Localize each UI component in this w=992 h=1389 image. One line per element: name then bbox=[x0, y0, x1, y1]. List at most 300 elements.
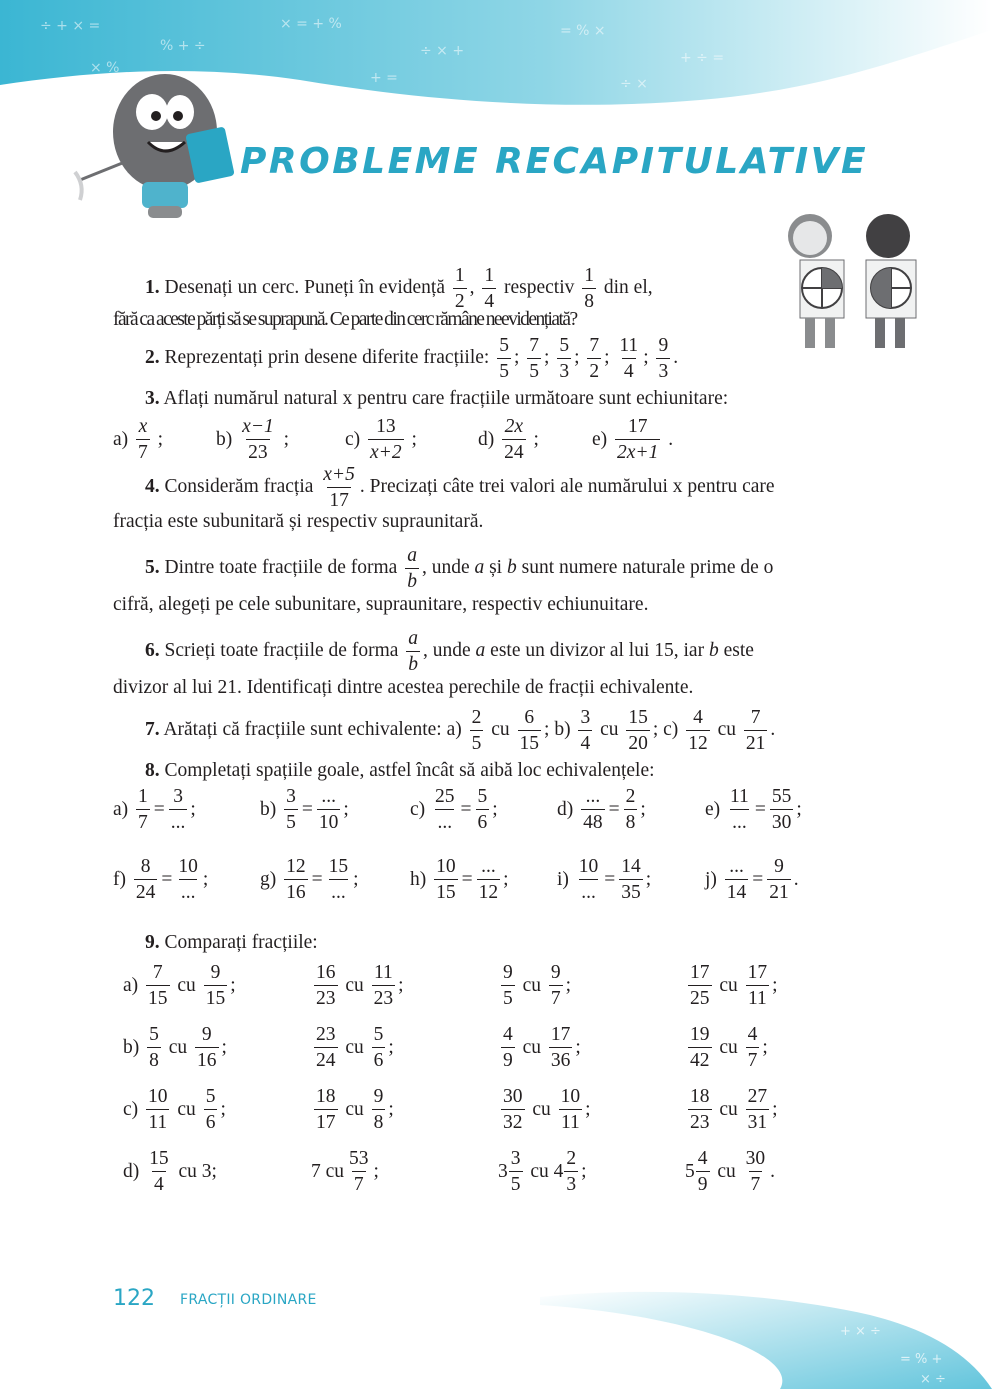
numerator: 5 bbox=[149, 1024, 159, 1045]
fraction bbox=[577, 857, 601, 902]
cu-word: cu bbox=[177, 974, 196, 996]
fraction bbox=[688, 1087, 712, 1132]
numerator: 4 bbox=[693, 707, 703, 728]
equivalence-item bbox=[113, 787, 196, 832]
numerator: 9 bbox=[550, 962, 561, 983]
fraction bbox=[581, 787, 605, 832]
item-label: d) bbox=[123, 1160, 140, 1182]
svg-text:÷ ×: ÷ × bbox=[620, 76, 648, 92]
numerator: ... bbox=[585, 786, 601, 807]
problem-text: Considerăm fracția bbox=[164, 475, 314, 497]
numerator: 3 bbox=[173, 786, 183, 807]
comparison-item bbox=[685, 1149, 775, 1194]
denominator: 4 bbox=[622, 358, 636, 382]
problem-number: 3. bbox=[145, 388, 160, 409]
denominator: 5 bbox=[470, 730, 484, 754]
denominator: 6 bbox=[476, 809, 490, 833]
numerator: ... bbox=[729, 856, 744, 877]
item-label: d) bbox=[478, 428, 495, 450]
whole-number: 7 bbox=[311, 1160, 321, 1182]
fraction bbox=[725, 857, 749, 902]
whole-part: 5 bbox=[685, 1160, 695, 1182]
denominator: 7 bbox=[352, 1171, 366, 1195]
comparison-item bbox=[123, 1025, 227, 1070]
numerator: 10 bbox=[560, 1086, 581, 1107]
item-end: . bbox=[668, 428, 674, 450]
equivalence-item bbox=[113, 857, 208, 902]
numerator: 17 bbox=[627, 416, 648, 437]
fraction bbox=[176, 857, 200, 902]
comparison-item bbox=[123, 963, 236, 1008]
problem-number: 6. bbox=[145, 639, 160, 661]
numerator: 5 bbox=[499, 335, 509, 356]
problem-9-items bbox=[113, 963, 883, 1213]
denominator: b bbox=[406, 651, 420, 675]
equals-sign: = bbox=[754, 798, 766, 820]
fraction bbox=[587, 336, 601, 381]
mixed-number bbox=[498, 1149, 526, 1194]
page-title: PROBLEME RECAPITULATIVE bbox=[240, 141, 869, 182]
item-c bbox=[345, 417, 417, 462]
problem-text: Aflați numărul natural x pentru care fracțiile următoare sunt echiunitare: bbox=[163, 388, 729, 409]
item-end: ; bbox=[388, 1098, 394, 1120]
numerator: 10 bbox=[578, 856, 599, 877]
problems-content bbox=[113, 262, 883, 1213]
denominator: 8 bbox=[582, 288, 596, 312]
problem-8 bbox=[113, 759, 883, 783]
denominator: 17 bbox=[314, 1109, 338, 1133]
numerator: 7 bbox=[152, 962, 163, 983]
cu-word: cu bbox=[345, 1036, 364, 1058]
fraction bbox=[746, 1087, 770, 1132]
svg-text:+ ÷ =: + ÷ = bbox=[680, 50, 725, 66]
cu-word: cu bbox=[522, 1036, 542, 1058]
numerator: 14 bbox=[621, 856, 641, 877]
denominator: 30 bbox=[770, 809, 794, 833]
problem-9 bbox=[113, 931, 883, 955]
numerator: 18 bbox=[316, 1086, 336, 1107]
fraction bbox=[434, 857, 458, 902]
item-end: ; bbox=[398, 974, 404, 996]
mixed-number bbox=[685, 1149, 713, 1194]
problem-number: 4. bbox=[145, 475, 160, 497]
denominator: 5 bbox=[527, 358, 541, 382]
comparison-item bbox=[311, 1087, 394, 1132]
fraction bbox=[497, 336, 511, 381]
svg-text:+ =: + = bbox=[370, 70, 398, 86]
denominator: 23 bbox=[246, 439, 270, 463]
numerator: x+5 bbox=[323, 464, 355, 485]
fraction bbox=[314, 963, 338, 1008]
item-label: i) bbox=[557, 868, 569, 890]
item-end: ; bbox=[640, 798, 646, 820]
problem-text: Reprezentați prin desene diferite fracțiile: bbox=[164, 346, 490, 368]
denominator: ... bbox=[730, 809, 749, 833]
variable: a bbox=[474, 556, 485, 578]
problem-number: 5. bbox=[145, 556, 160, 578]
fraction bbox=[559, 1087, 583, 1132]
numerator: 9 bbox=[503, 962, 513, 983]
denominator: 4 bbox=[152, 1171, 166, 1195]
problem-number: 1. bbox=[145, 276, 160, 298]
numerator: 4 bbox=[503, 1024, 513, 1045]
item-label: g) bbox=[260, 868, 277, 890]
item-label: a) bbox=[113, 798, 129, 820]
item-end: ; bbox=[411, 428, 417, 450]
denominator: 14 bbox=[725, 879, 749, 903]
fraction bbox=[372, 1025, 386, 1070]
problem-3 bbox=[113, 387, 883, 411]
denominator: 20 bbox=[626, 730, 650, 754]
fraction bbox=[686, 708, 710, 753]
fraction bbox=[405, 546, 419, 591]
cu-word: cu bbox=[717, 718, 736, 740]
denominator: 5 bbox=[509, 1171, 523, 1195]
item-end: ; bbox=[645, 868, 652, 890]
denominator: 3 bbox=[557, 358, 571, 382]
comparison-item bbox=[311, 1149, 379, 1194]
cu-word: cu bbox=[530, 1160, 549, 1182]
denominator: 42 bbox=[688, 1047, 712, 1071]
equals-sign: = bbox=[752, 868, 764, 890]
numerator: 3 bbox=[510, 1148, 521, 1169]
problem-text: este bbox=[723, 639, 754, 661]
item-end: ; bbox=[533, 428, 539, 450]
numerator: 5 bbox=[559, 335, 570, 356]
numerator: 3 bbox=[286, 786, 296, 807]
denominator: 24 bbox=[314, 1047, 338, 1071]
item-end: ; bbox=[220, 1098, 226, 1120]
fraction bbox=[744, 708, 768, 753]
denominator: 16 bbox=[284, 879, 308, 903]
problem-text: Completați spațiile goale, astfel încât să aibă loc echivalențele: bbox=[164, 760, 655, 781]
denominator: 2 bbox=[453, 288, 467, 312]
page-number: 122 bbox=[113, 1286, 155, 1311]
numerator: 15 bbox=[328, 856, 349, 877]
equivalence-item bbox=[557, 787, 646, 832]
numerator: 18 bbox=[690, 1086, 710, 1107]
item-e bbox=[592, 417, 673, 462]
item-end: ; bbox=[503, 868, 509, 890]
item-a bbox=[113, 417, 163, 462]
fraction bbox=[615, 417, 660, 462]
footer-decoration bbox=[540, 1275, 992, 1389]
denominator: 15 bbox=[204, 985, 228, 1009]
denominator: 6 bbox=[372, 1047, 386, 1071]
denominator: x+2 bbox=[368, 439, 404, 463]
svg-text:× = + %: × = + % bbox=[280, 16, 342, 32]
equals-sign: = bbox=[460, 798, 472, 820]
numerator: 10 bbox=[148, 1086, 168, 1107]
problem-7 bbox=[113, 708, 883, 753]
item-end: ; bbox=[565, 974, 572, 996]
item-end: ; bbox=[230, 974, 236, 996]
cu-word: cu bbox=[532, 1098, 551, 1120]
fraction bbox=[204, 963, 228, 1008]
problem-4-line-2: fracția este subunitară și respectiv supraunitară. bbox=[113, 511, 484, 532]
fraction bbox=[321, 465, 357, 510]
cu-word: cu bbox=[717, 1160, 736, 1182]
item-end: ; bbox=[796, 798, 802, 820]
problem-number: 8. bbox=[145, 760, 160, 781]
equivalence-item bbox=[705, 857, 799, 902]
numerator: 19 bbox=[690, 1024, 710, 1045]
item-label: j) bbox=[705, 868, 717, 890]
numerator: 30 bbox=[503, 1086, 523, 1107]
item-end: . bbox=[770, 718, 776, 740]
denominator: 6 bbox=[204, 1109, 218, 1133]
fraction bbox=[518, 708, 542, 753]
problem-6-line-2: divizor al lui 21. Identificați dintre acestea perechile de fracții echivalente. bbox=[113, 677, 694, 698]
item-label: b) bbox=[123, 1036, 140, 1058]
numerator: 8 bbox=[140, 856, 151, 877]
numerator: 27 bbox=[747, 1086, 768, 1107]
variable: b bbox=[506, 556, 517, 578]
problem-number: 9. bbox=[145, 932, 160, 953]
fraction bbox=[728, 787, 751, 832]
denominator: 12 bbox=[686, 730, 710, 754]
fraction bbox=[476, 787, 490, 832]
numerator: 1 bbox=[454, 265, 465, 286]
problem-text: , unde bbox=[421, 556, 470, 578]
denominator: 5 bbox=[284, 809, 298, 833]
denominator: 35 bbox=[619, 879, 643, 903]
item-end: ; bbox=[373, 1160, 379, 1182]
item-label: ; b) bbox=[544, 718, 571, 740]
fraction bbox=[502, 417, 526, 462]
item-label: c) bbox=[410, 798, 426, 820]
denominator: 15 bbox=[146, 985, 170, 1009]
fraction bbox=[549, 1025, 573, 1070]
problem-5 bbox=[113, 546, 883, 591]
equivalence-item bbox=[260, 857, 359, 902]
numerator: ... bbox=[321, 786, 336, 807]
item-end: . bbox=[793, 868, 799, 890]
problem-text: și bbox=[489, 556, 503, 578]
fraction bbox=[470, 708, 484, 753]
comparison-item bbox=[498, 1149, 587, 1194]
cu-word: cu bbox=[719, 1036, 738, 1058]
denominator: 10 bbox=[317, 809, 341, 833]
problem-text: Dintre toate fracțiile de forma bbox=[164, 556, 398, 578]
numerator: 5 bbox=[373, 1024, 384, 1045]
equivalence-item bbox=[557, 857, 651, 902]
numerator: 15 bbox=[628, 707, 648, 728]
problem-2: 2. Reprezentați prin desene diferite fracțiile: $\frac{5}{5}$ ; $\frac{7}{5}$ ; $\frac{5}{3}$ ; $\frac{7}{2}$ ; $\frac{11}{4}$ ; $\frac{9}{3}$ . bbox=[145, 335, 679, 382]
comparison-item bbox=[498, 1087, 591, 1132]
fraction bbox=[146, 1087, 170, 1132]
fraction bbox=[696, 1149, 710, 1194]
equals-sign: = bbox=[604, 868, 616, 890]
problem-number: 2. bbox=[145, 346, 160, 368]
denominator: ... bbox=[329, 879, 348, 903]
comparison-item bbox=[311, 963, 404, 1008]
whole-part: 3 bbox=[498, 1160, 508, 1182]
numerator: 17 bbox=[690, 962, 710, 983]
numerator: 1 bbox=[584, 265, 594, 286]
fraction bbox=[626, 708, 650, 753]
numerator: 30 bbox=[745, 1148, 766, 1169]
equivalence-item bbox=[410, 787, 498, 832]
fraction bbox=[195, 1025, 219, 1070]
item-end: ; bbox=[492, 798, 498, 820]
numerator: 4 bbox=[697, 1148, 708, 1169]
equals-sign: = bbox=[153, 798, 165, 820]
problem-8-items bbox=[113, 787, 883, 927]
item-label: b) bbox=[216, 428, 233, 450]
denominator: 48 bbox=[581, 809, 605, 833]
problem-text: din el, bbox=[603, 276, 653, 298]
item-label: e) bbox=[705, 798, 721, 820]
cu-word: cu bbox=[177, 1098, 196, 1120]
fraction bbox=[744, 1149, 768, 1194]
fraction bbox=[347, 1149, 371, 1194]
problem-text: sunt numere naturale prime de o bbox=[521, 556, 774, 578]
problem-text: Arătați că fracțiile sunt echivalente: bbox=[163, 718, 442, 740]
denominator: 8 bbox=[624, 809, 638, 833]
numerator: 11 bbox=[374, 962, 393, 983]
item-end: ; bbox=[157, 428, 164, 450]
item-end: ; bbox=[283, 428, 289, 450]
denominator: ... bbox=[169, 809, 188, 833]
item-end: ; bbox=[585, 1098, 591, 1120]
numerator: 1 bbox=[484, 265, 495, 286]
denominator: 9 bbox=[501, 1047, 515, 1071]
denominator: 3 bbox=[564, 1171, 578, 1195]
section-label: FRACȚII ORDINARE bbox=[180, 1292, 317, 1308]
equals-sign: = bbox=[608, 798, 620, 820]
denominator: 4 bbox=[578, 730, 592, 754]
fraction bbox=[314, 1025, 338, 1070]
fraction bbox=[501, 1025, 515, 1070]
denominator: 15 bbox=[434, 879, 458, 903]
variable: a bbox=[475, 639, 486, 661]
denominator: 5 bbox=[497, 358, 511, 382]
fraction bbox=[746, 1025, 760, 1070]
item-end: ; bbox=[575, 1036, 581, 1058]
numerator: 10 bbox=[178, 856, 198, 877]
denominator: 7 bbox=[746, 1047, 760, 1071]
numerator: 55 bbox=[771, 786, 792, 807]
problem-text: , unde bbox=[423, 639, 471, 661]
fraction bbox=[557, 336, 571, 381]
svg-text:= % +: = % + bbox=[900, 1352, 943, 1367]
fraction bbox=[147, 1025, 161, 1070]
svg-text:÷ + × =: ÷ + × = bbox=[40, 18, 101, 34]
item-rhs: cu 3; bbox=[178, 1160, 217, 1182]
denominator: 11 bbox=[146, 1109, 169, 1133]
numerator: 7 bbox=[529, 335, 540, 356]
cu-word: cu bbox=[600, 718, 619, 740]
denominator: 7 bbox=[549, 985, 563, 1009]
numerator: ... bbox=[481, 856, 496, 877]
denominator: 11 bbox=[559, 1109, 582, 1133]
comparison-item bbox=[685, 963, 778, 1008]
numerator: 4 bbox=[747, 1024, 758, 1045]
fraction bbox=[624, 787, 638, 832]
item-end: ; bbox=[353, 868, 359, 890]
problem-text: . Precizați câte trei valori ale numărului x pentru care bbox=[359, 475, 775, 497]
fraction bbox=[509, 1149, 523, 1194]
item-b bbox=[216, 417, 289, 462]
numerator: x−1 bbox=[242, 416, 274, 437]
denominator: 25 bbox=[688, 985, 712, 1009]
comparison-item bbox=[311, 1025, 394, 1070]
cu-word: cu bbox=[168, 1036, 188, 1058]
item-end: ; bbox=[190, 798, 196, 820]
denominator: 12 bbox=[477, 879, 501, 903]
item-end: ; bbox=[388, 1036, 394, 1058]
equals-sign: = bbox=[461, 868, 473, 890]
denominator: 8 bbox=[147, 1047, 161, 1071]
cu-word: cu bbox=[345, 974, 364, 996]
denominator: 11 bbox=[746, 985, 769, 1009]
item-end: ; bbox=[343, 798, 349, 820]
numerator: 53 bbox=[349, 1148, 369, 1169]
fraction bbox=[146, 963, 170, 1008]
fraction bbox=[549, 963, 563, 1008]
fraction bbox=[134, 857, 158, 902]
denominator: 17 bbox=[327, 487, 351, 511]
comparison-item bbox=[498, 963, 571, 1008]
problem-text: Scrieți toate fracțiile de forma bbox=[164, 639, 399, 661]
numerator: a bbox=[408, 628, 419, 649]
numerator: 6 bbox=[524, 707, 535, 728]
fraction bbox=[169, 787, 188, 832]
comparison-item bbox=[685, 1087, 778, 1132]
numerator: 5 bbox=[205, 1086, 216, 1107]
numerator: 2 bbox=[566, 1148, 577, 1169]
denominator: 7 bbox=[136, 439, 150, 463]
problem-1 bbox=[113, 266, 883, 311]
comparison-item bbox=[498, 1025, 581, 1070]
item-end: . bbox=[770, 1160, 776, 1182]
denominator: 5 bbox=[501, 985, 515, 1009]
item-end: ; bbox=[762, 1036, 768, 1058]
cu-word: cu bbox=[345, 1098, 364, 1120]
equals-sign: = bbox=[161, 868, 173, 890]
svg-text:= % ×: = % × bbox=[560, 23, 606, 39]
cu-word: cu bbox=[522, 974, 542, 996]
fraction bbox=[327, 857, 351, 902]
equals-sign: = bbox=[301, 798, 313, 820]
problem-1-line-2: fără ca aceste părți să se suprapună. Ce parte din cerc rămâne neevidențiată? bbox=[113, 309, 577, 330]
denominator: b bbox=[405, 568, 419, 592]
fraction bbox=[746, 963, 770, 1008]
item-label: a) bbox=[446, 718, 462, 740]
fraction bbox=[617, 336, 640, 381]
fraction bbox=[406, 629, 420, 674]
numerator: 2x bbox=[504, 416, 524, 437]
denominator: 16 bbox=[195, 1047, 219, 1071]
denominator: 23 bbox=[688, 1109, 712, 1133]
item-label: ; c) bbox=[652, 718, 679, 740]
numerator: 15 bbox=[149, 1148, 169, 1169]
fraction bbox=[453, 266, 467, 311]
numerator: 7 bbox=[589, 335, 600, 356]
denominator: 23 bbox=[314, 985, 338, 1009]
comparison-item bbox=[685, 1025, 768, 1070]
item-end: ; bbox=[202, 868, 209, 890]
denominator: 32 bbox=[501, 1109, 525, 1133]
cu-word: cu bbox=[491, 718, 510, 740]
comparison-item bbox=[123, 1087, 226, 1132]
fraction bbox=[284, 787, 298, 832]
denominator: 24 bbox=[134, 879, 158, 903]
item-label: e) bbox=[592, 428, 608, 450]
item-end: ; bbox=[221, 1036, 227, 1058]
numerator: 9 bbox=[774, 856, 784, 877]
